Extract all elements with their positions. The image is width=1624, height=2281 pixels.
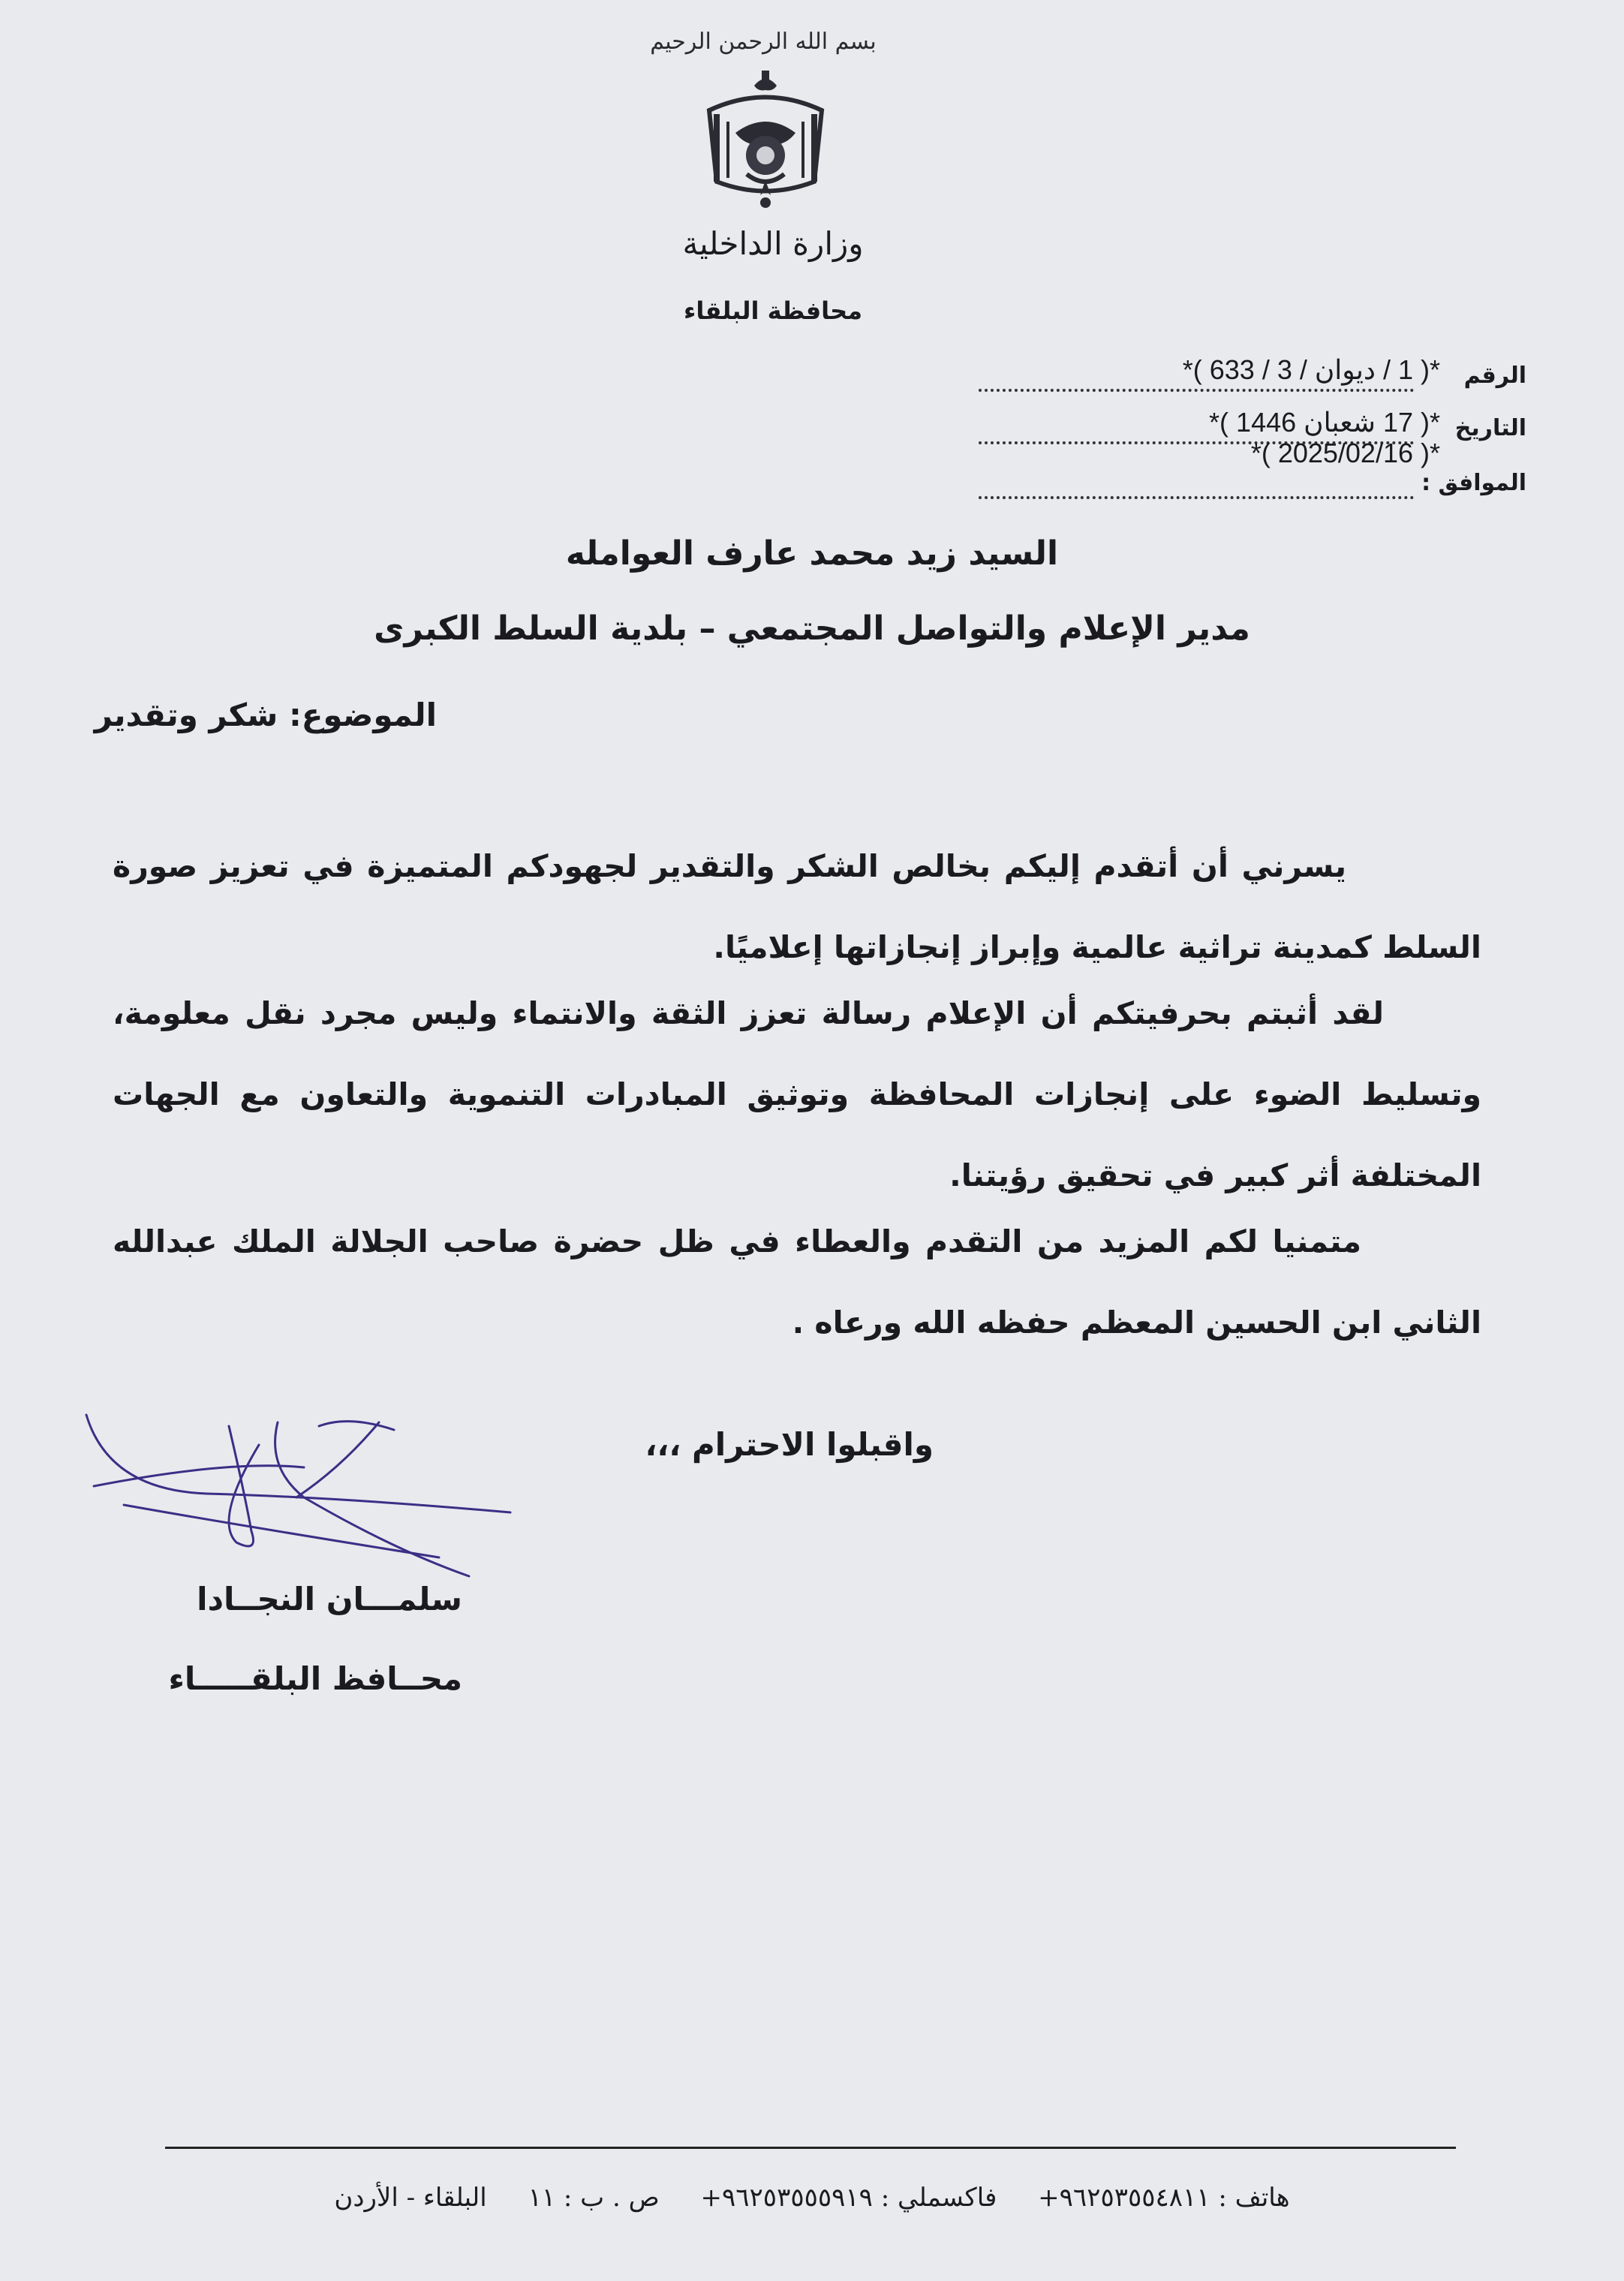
addressee-title: مدير الإعلام والتواصل المجتمعي – بلدية السلط الكبرى (374, 609, 1250, 648)
governorate-name: محافظة البلقاء (683, 296, 863, 325)
gregorian-date-row (979, 438, 1526, 499)
hijri-date-value: *( 17 شعبان 1446 )* (1209, 407, 1440, 438)
gregorian-date-value: *( 2025/02/16 )* (1250, 438, 1440, 468)
footer-location: البلقاء - الأردن (334, 2183, 487, 2213)
ministry-name: وزارة الداخلية (682, 225, 864, 262)
dotted-line (979, 389, 1414, 392)
jordan-coat-of-arms-icon (702, 69, 829, 212)
closing-line: واقبلوا الاحترام ،،، (645, 1426, 934, 1463)
footer-contact (0, 2183, 1624, 2213)
handwritten-signature (79, 1400, 522, 1587)
signatory-name: سلمـــان النجــادا (197, 1581, 462, 1617)
footer-fax: فاكسملي : ٩٦٢٥٣٥٥٥٩١٩+ (700, 2183, 997, 2213)
signatory-title: محــافظ البلقـــــاء (168, 1660, 462, 1697)
reference-number-row (979, 347, 1526, 392)
basmala: بسم الله الرحمن الرحيم (650, 29, 877, 55)
body-paragraph-1: يسرني أن أتقدم إليكم بخالص الشكر والتقدير لجهودكم المتميزة في تعزيز صورة السلط كمدينة تراثية عالمية وإبراز إنجازاتها إعلاميًا. (113, 848, 1481, 965)
reference-number-label: الرقم (1463, 363, 1526, 389)
corresponding-label: الموافق : (1421, 470, 1526, 496)
addressee-name: السيد زيد محمد عارف العوامله (565, 534, 1059, 573)
footer-phone: هاتف : ٩٦٢٥٣٥٥٤٨١١+ (1038, 2183, 1290, 2213)
dotted-line (979, 496, 1414, 499)
body-paragraph-2: لقد أثبتم بحرفيتكم أن الإعلام رسالة تعزز الثقة والانتماء وليس مجرد نقل معلومة، وتسليط الضوء على إنجازات المحافظة وتوثيق المبادرات التنموية والتعاون مع الجهات المختلفة أثر كبير في تحقيق رؤيتنا. (113, 995, 1481, 1193)
footer-pobox: ص . ب : ١١ (528, 2183, 660, 2213)
footer-divider (165, 2147, 1456, 2149)
body-paragraph-3: متمنيا لكم المزيد من التقدم والعطاء في ظل حضرة صاحب الجلالة الملك عبدالله الثاني ابن الحسين المعظم حفظه الله ورعاه . (113, 1223, 1481, 1341)
reference-number-value: *( 1 / ديوان / 3 / 633 )* (1182, 354, 1440, 385)
date-label: التاريخ (1454, 415, 1526, 441)
subject-line: الموضوع: شكر وتقدير (94, 697, 437, 733)
